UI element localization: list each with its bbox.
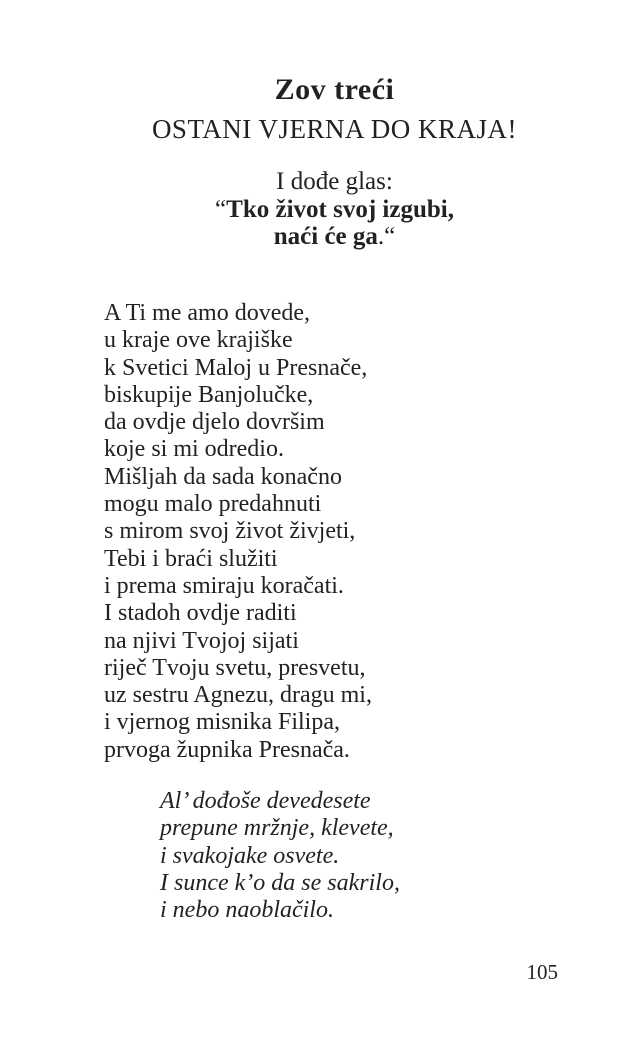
italic-stanza-line: i nebo naoblačilo. (160, 897, 334, 924)
italic-stanza-line: i svakojake osvete. (160, 842, 340, 869)
poem-line: prvoga župnika Presnača. (104, 736, 350, 763)
italic-stanza-line: Al’ dođoše devedesete (160, 788, 371, 814)
poem-line: k Svetici Maloj u Presnače, (104, 354, 368, 381)
poem-line: i prema smiraju koračati. (104, 572, 344, 599)
epigraph-quote-text-1: Tko život svoj izgubi, (226, 195, 454, 223)
poem-line: i vjernog misnika Filipa, (104, 709, 340, 736)
poem-line: uz sestru Agnezu, dragu mi, (104, 682, 372, 709)
poem-line: I stadoh ovdje raditi (104, 600, 297, 627)
poem-line: Tebi i braći služiti (104, 545, 278, 572)
poem-line: biskupije Banjolučke, (104, 381, 314, 408)
epigraph-quote-line-1 (32, 196, 637, 224)
epigraph-quote-line-2 (32, 223, 637, 251)
italic-stanza (160, 788, 400, 924)
epigraph-close-quote: .“ (377, 223, 396, 250)
italic-stanza-line: I sunce k’o da se sakrilo, (160, 869, 400, 896)
epigraph-intro: I dođe glas: (276, 168, 393, 195)
italic-stanza-line: prepune mržnje, klevete, (160, 815, 394, 842)
chapter-title: Zov treći (274, 73, 395, 106)
epigraph-quote-text-2: naći će ga (273, 223, 378, 250)
poem-line: u kraje ove krajiške (104, 327, 293, 354)
chapter-header (32, 70, 637, 148)
poem-line: s mirom svoj život živjeti, (104, 518, 356, 545)
poem-line: koje si mi odredio. (104, 436, 284, 463)
poem-stanza (104, 300, 372, 764)
poem-line: da ovdje djelo dovršim (104, 409, 325, 436)
epigraph (32, 168, 637, 251)
poem-line: mogu malo predahnuti (104, 491, 322, 518)
poem-line: riječ Tvoju svetu, presvetu, (104, 654, 366, 681)
chapter-subtitle: OSTANI VJERNA DO KRAJA! (151, 114, 518, 144)
poem-line: na njivi Tvojoj sijati (104, 627, 299, 654)
poem-line: A Ti me amo dovede, (104, 300, 311, 326)
page-number: 105 (526, 960, 558, 984)
epigraph-open-quote: “ (215, 195, 227, 223)
poem-line: Mišljah da sada konačno (104, 463, 342, 490)
